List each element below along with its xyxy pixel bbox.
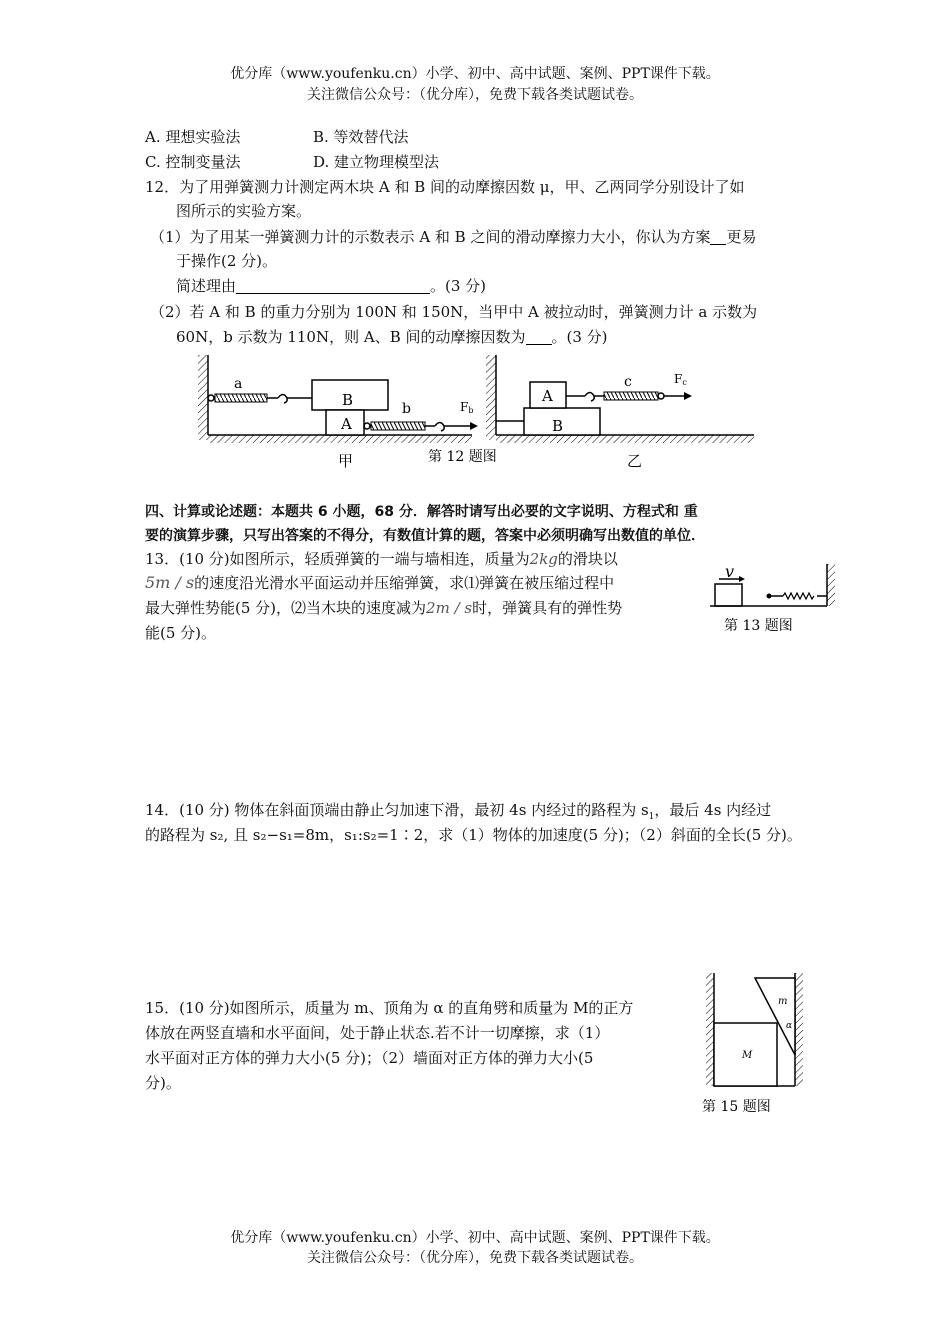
- label-c: c: [624, 374, 632, 390]
- spring-c: [604, 392, 658, 400]
- q15-line3: 水平面对正方体的弹力大小(5 分)；（2）墙面对正方体的弹力大小(5: [145, 1049, 594, 1067]
- q15-label-M: M: [742, 1050, 753, 1061]
- page-header-line1: 优分库（www.youfenku.cn）小学、初中、高中试题、案例、PPT课件下载。: [230, 66, 720, 82]
- q13-line1: [145, 547, 618, 571]
- q12-scheme-blank[interactable]: [710, 228, 726, 245]
- q13-line2: [145, 571, 614, 595]
- page-footer-line2: 关注微信公众号：（优分库），免费下载各类试题试卷。: [307, 1250, 643, 1266]
- q15-line4: 分)。: [145, 1074, 181, 1092]
- q15-left-wall: [706, 973, 714, 1086]
- section4-heading-line2: 要的演算步骤，只写出答案的不得分，有数值计算的题，答案中必须明确写出数值的单位．: [145, 528, 705, 544]
- label-B-jia: B: [342, 391, 354, 409]
- label-yi: 乙: [627, 452, 643, 470]
- yi-wall: [486, 355, 496, 440]
- q12-figure-caption: 第 12 题图: [428, 449, 497, 465]
- q12-part2-text: 60N，b 示数为 110N，则 A、B 间的动摩擦因数为: [176, 328, 526, 346]
- q15-line1: 15．(10 分)如图所示，质量为 m、顶角为 α 的直角劈和质量为 M的正方: [145, 999, 634, 1017]
- q12-stem-line2: 图所示的实验方案。: [176, 202, 312, 220]
- q13-mass: 2kg: [529, 550, 558, 568]
- page-header-line2: 关注微信公众号：（优分库），免费下载各类试题试卷。: [307, 87, 643, 103]
- label-B-yi: B: [552, 417, 564, 435]
- q14-sub: 1: [648, 812, 655, 822]
- q12-part1-text-end: 更易: [726, 228, 757, 246]
- q15-line2: 体放在两竖直墙和水平面间，处于静止状态.若不计一切摩擦，求（1）: [145, 1024, 610, 1042]
- label-Fb: Fb: [460, 400, 474, 415]
- q15-label-m: m: [778, 996, 788, 1007]
- q15-right-wall: [795, 973, 803, 1086]
- q12-part2-line1: （2）若 A 和 B 的重力分别为 100N 和 150N，当甲中 A 被拉动时，弹簧测力计 a 示数为: [150, 303, 758, 321]
- q12-reason-blank[interactable]: [236, 277, 430, 294]
- q13-text-5: 时，弹簧具有的弹性势: [472, 599, 623, 617]
- q13-speed: 5m / s: [145, 573, 195, 592]
- q11-option-a: A. 理想实验法: [145, 128, 241, 146]
- q12-part1-text: （1）为了用某一弹簧测力计的示数表示 A 和 B 之间的滑动摩擦力大小，你认为方案: [150, 228, 711, 246]
- q13-figure-caption: 第 13 题图: [724, 618, 793, 634]
- q13-spring: [783, 593, 814, 599]
- q12-part2-line2: [176, 325, 608, 349]
- label-A-yi: A: [542, 387, 553, 405]
- q11-option-c: C. 控制变量法: [145, 153, 241, 171]
- q12-mu-blank[interactable]: [526, 328, 552, 345]
- q12-reason-line: [176, 274, 486, 298]
- q11-option-d: D. 建立物理模型法: [313, 153, 440, 171]
- q12-reason-label: 简述理由: [176, 277, 237, 295]
- q13-text-3: 的速度沿光滑水平面运动并压缩弹簧，求⑴弹簧在被压缩过程中: [194, 574, 615, 592]
- label-A-jia: A: [341, 415, 352, 433]
- label-a: a: [234, 376, 243, 392]
- q12-figure: [190, 350, 770, 475]
- q13-text-1: 13．(10 分)如图所示，轻质弹簧的一端与墙相连，质量为: [145, 550, 530, 568]
- label-Fc: Fc: [674, 372, 687, 387]
- spring-a: [215, 394, 267, 402]
- page-footer-line1: 优分库（www.youfenku.cn）小学、初中、高中试题、案例、PPT课件下载。: [230, 1230, 720, 1246]
- jia-ground: [208, 435, 472, 443]
- q13-block: [715, 584, 742, 606]
- yi-ground: [496, 435, 754, 443]
- q11-option-b: B. 等效替代法: [313, 128, 409, 146]
- q13-velocity-label: v: [725, 562, 735, 581]
- q12-part1-line2: 于操作(2 分)。: [176, 252, 278, 270]
- label-b: b: [402, 401, 411, 417]
- q13-text-2: 的滑块以: [557, 550, 618, 568]
- q15-figure: [700, 970, 820, 1120]
- q12-stem-line1: 12．为了用弹簧测力计测定两木块 A 和 B 间的动摩擦因数 μ，甲、乙两同学分别设计了如: [145, 178, 745, 196]
- q12-part2-points: 。(3 分): [551, 328, 608, 346]
- spring-b: [371, 422, 425, 430]
- q14-text-2: ，最后 4s 内经过: [654, 801, 772, 819]
- q15-figure-caption: 第 15 题图: [702, 1099, 771, 1115]
- q14-text-1: 14．(10 分) 物体在斜面顶端由静止匀加速下滑，最初 4s 内经过的路程为 s: [145, 801, 649, 819]
- q12-part1-line1: [150, 225, 757, 249]
- label-jia: 甲: [338, 452, 354, 470]
- q13-figure: [705, 560, 840, 640]
- jia-wall: [198, 355, 208, 440]
- q13-line4: 能(5 分)。: [145, 624, 217, 642]
- q13-line3: [145, 596, 622, 620]
- q13-text-4: 最大弹性势能(5 分)，⑵当木块的速度减为: [145, 599, 427, 617]
- q14-line2: 的路程为 s₂, 且 s₂−s₁=8m，s₁:s₂=1∶2，求（1）物体的加速度(5 分)；（2）斜面的全长(5 分)。: [145, 826, 802, 844]
- q15-label-alpha: α: [786, 1021, 793, 1031]
- section4-heading-line1: 四、计算或论述题：本题共 6 小题，68 分．解答时请写出必要的文字说明、方程式和 重: [145, 504, 698, 520]
- q13-speed2: 2m / s: [426, 599, 473, 617]
- q12-setup-yi: [486, 355, 754, 470]
- q12-reason-points: 。(3 分): [430, 277, 487, 295]
